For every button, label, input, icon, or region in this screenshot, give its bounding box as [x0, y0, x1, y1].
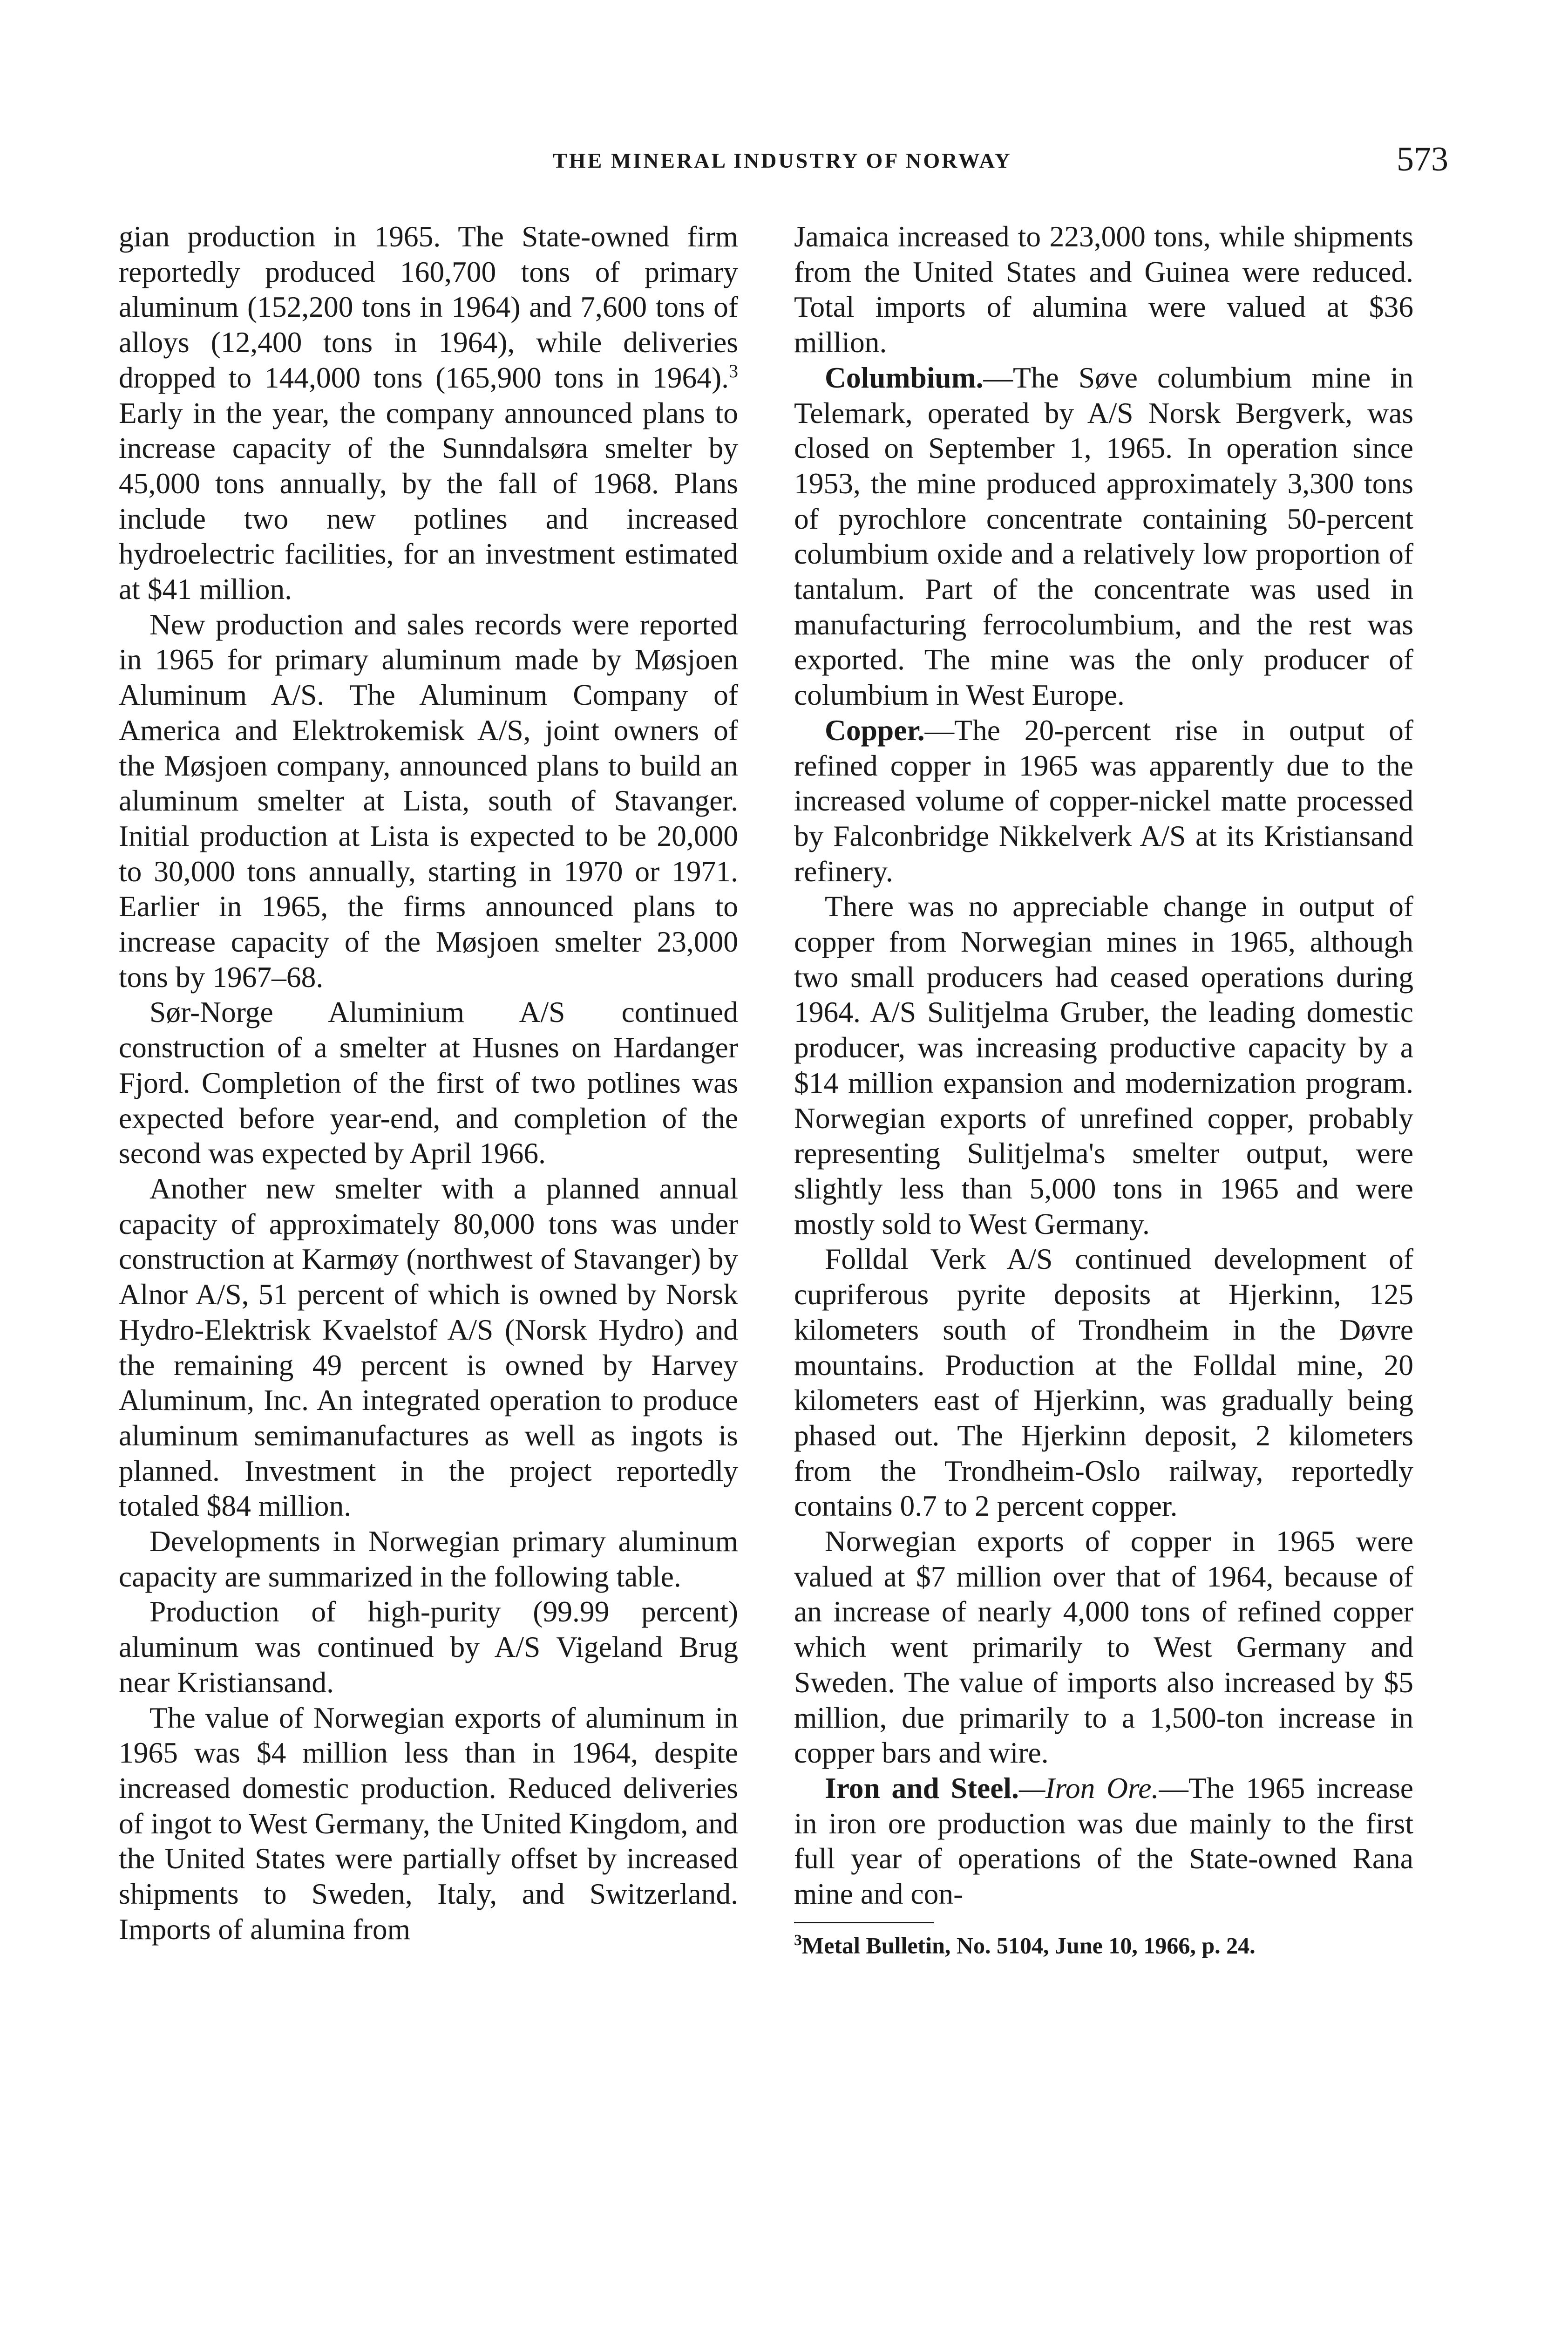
running-head: THE MINERAL INDUSTRY OF NORWAY [553, 149, 1012, 172]
section-heading-copper: Copper. [825, 713, 925, 747]
footnote-marker: 3 [794, 1931, 802, 1949]
paragraph: New production and sales records were reported in 1965 for primary aluminum made by Møsjoen Aluminum A/S. The Aluminum Company of America and Elektrokemisk A/S, joint owners of the Møsjoen company, announced plans to build an aluminum smelter at Lista, south of Stavanger. Initial production at Lista is expected to be 20,000 to 30,000 tons annually, starting in 1970 or 1971. Earlier in 1965, the firms announced plans to increase capacity of the Møsjoen smelter 23,000 tons by 1967–68. [119, 607, 738, 994]
footnote: $^3$Metal Bulletin, No. 5104, June 10, 1966, p. 24. [794, 1931, 1256, 1959]
right-column [794, 219, 1413, 1960]
page-number: 573 [1397, 140, 1448, 178]
paragraph: Jamaica increased to 223,000 tons, while shipments from the United States and Guinea were reduced. Total imports of alumina were valued at $36 million. [794, 220, 1413, 359]
paragraph: Norwegian exports of copper in 1965 were valued at $7 million over that of 1964, because of an increase of nearly 4,000 tons of refined copper which went primarily to West Germany and Sweden. The value of imports also increased by $5 million, due primarily to a 1,500-ton increase in copper bars and wire. [794, 1525, 1413, 1770]
paragraph: gian production in 1965. The State-owned firm reportedly produced 160,700 tons of primary aluminum (152,200 tons in 1964) and 7,600 tons of alloys (12,400 tons in 1964), while deliveries dropped to 144,000 tons (165,900 tons in 1964).$^3$ Early in the year, the company announced plans to increase capacity of the Sunndalsøra smelter by 45,000 tons annually, by the fall of 1968. Plans include two new potlines and increased hydroelectric facilities, for an investment estimated at $41 million. [119, 220, 738, 606]
paragraph: There was no appreciable change in output of copper from Norwegian mines in 1965, although two small producers had ceased operations during 1964. A/S Sulitjelma Gruber, the leading domestic producer, was increasing productive capacity by a $14 million expansion and modernization program. Norwegian exports of unrefined copper, probably representing Sulitjelma's smelter output, were slightly less than 5,000 tons in 1965 and were mostly sold to West Germany. [794, 890, 1413, 1240]
paragraph: Sør-Norge Aluminium A/S continued construction of a smelter at Husnes on Hardanger Fjord. Completion of the first of two potlines was expected before year-end, and completion of the second was expected by April 1966. [119, 995, 738, 1170]
paragraph: Production of high-purity (99.99 percent) aluminum was continued by A/S Vigeland Brug near Kristiansand. [119, 1595, 738, 1699]
paragraph-columbium: Columbium.—The Søve columbium mine in Telemark, operated by A/S Norsk Bergverk, was closed on September 1, 1965. In operation since 1953, the mine produced approximately 3,300 tons of pyrochlore concentrate containing 50-percent columbium oxide and a relatively low proportion of tantalum. Part of the concentrate was used in manufacturing ferrocolumbium, and the rest was exported. The mine was the only producer of columbium in West Europe. [794, 361, 1413, 712]
paragraph-iron-steel: Iron and Steel.—Iron Ore.—The 1965 increase in iron ore production was due mainly to the first full year of operations of the State-owned Rana mine and con- [794, 1771, 1413, 1911]
footnote-divider [794, 1922, 934, 1923]
subheading-iron-ore: —Iron Ore. [1018, 1771, 1159, 1805]
paragraph: Another new smelter with a planned annual capacity of approximately 80,000 tons was under construction at Karmøy (northwest of Stavanger) by Alnor A/S, 51 percent of which is owned by Norsk Hydro-Elektrisk Kvaelstof A/S (Norsk Hydro) and the remaining 49 percent is owned by Harvey Aluminum, Inc. An integrated operation to produce aluminum semimanufactures as well as ingots is planned. Investment in the project reportedly totaled $84 million. [119, 1171, 738, 1523]
paragraph: Developments in Norwegian primary aluminum capacity are summarized in the following table. [119, 1525, 738, 1593]
section-heading-columbium: Columbium. [825, 361, 984, 394]
paragraph: The value of Norwegian exports of aluminum in 1965 was $4 million less than in 1964, despite increased domestic production. Reduced deliveries of ingot to West Germany, the United Kingdom, and the United States were partially offset by increased shipments to Sweden, Italy, and Switzerland. Imports of alumina from [119, 1701, 738, 1946]
left-column [119, 219, 738, 1947]
paragraph: Folldal Verk A/S continued development of cupriferous pyrite deposits at Hjerkinn, 125 kilometers south of Trondheim in the Døvre mountains. Production at the Folldal mine, 20 kilometers east of Hjerkinn, was gradually being phased out. The Hjerkinn deposit, 2 kilometers from the Trondheim-Oslo railway, reportedly contains 0.7 to 2 percent copper. [794, 1242, 1413, 1523]
section-heading-iron-steel: Iron and Steel. [825, 1771, 1019, 1805]
paragraph-copper: Copper.—The 20-percent rise in output of refined copper in 1965 was apparently due to the increased volume of copper-nickel matte processed by Falconbridge Nikkelverk A/S at its Kristiansand refinery. [794, 713, 1413, 888]
footnote-reference: 3 [729, 360, 738, 381]
